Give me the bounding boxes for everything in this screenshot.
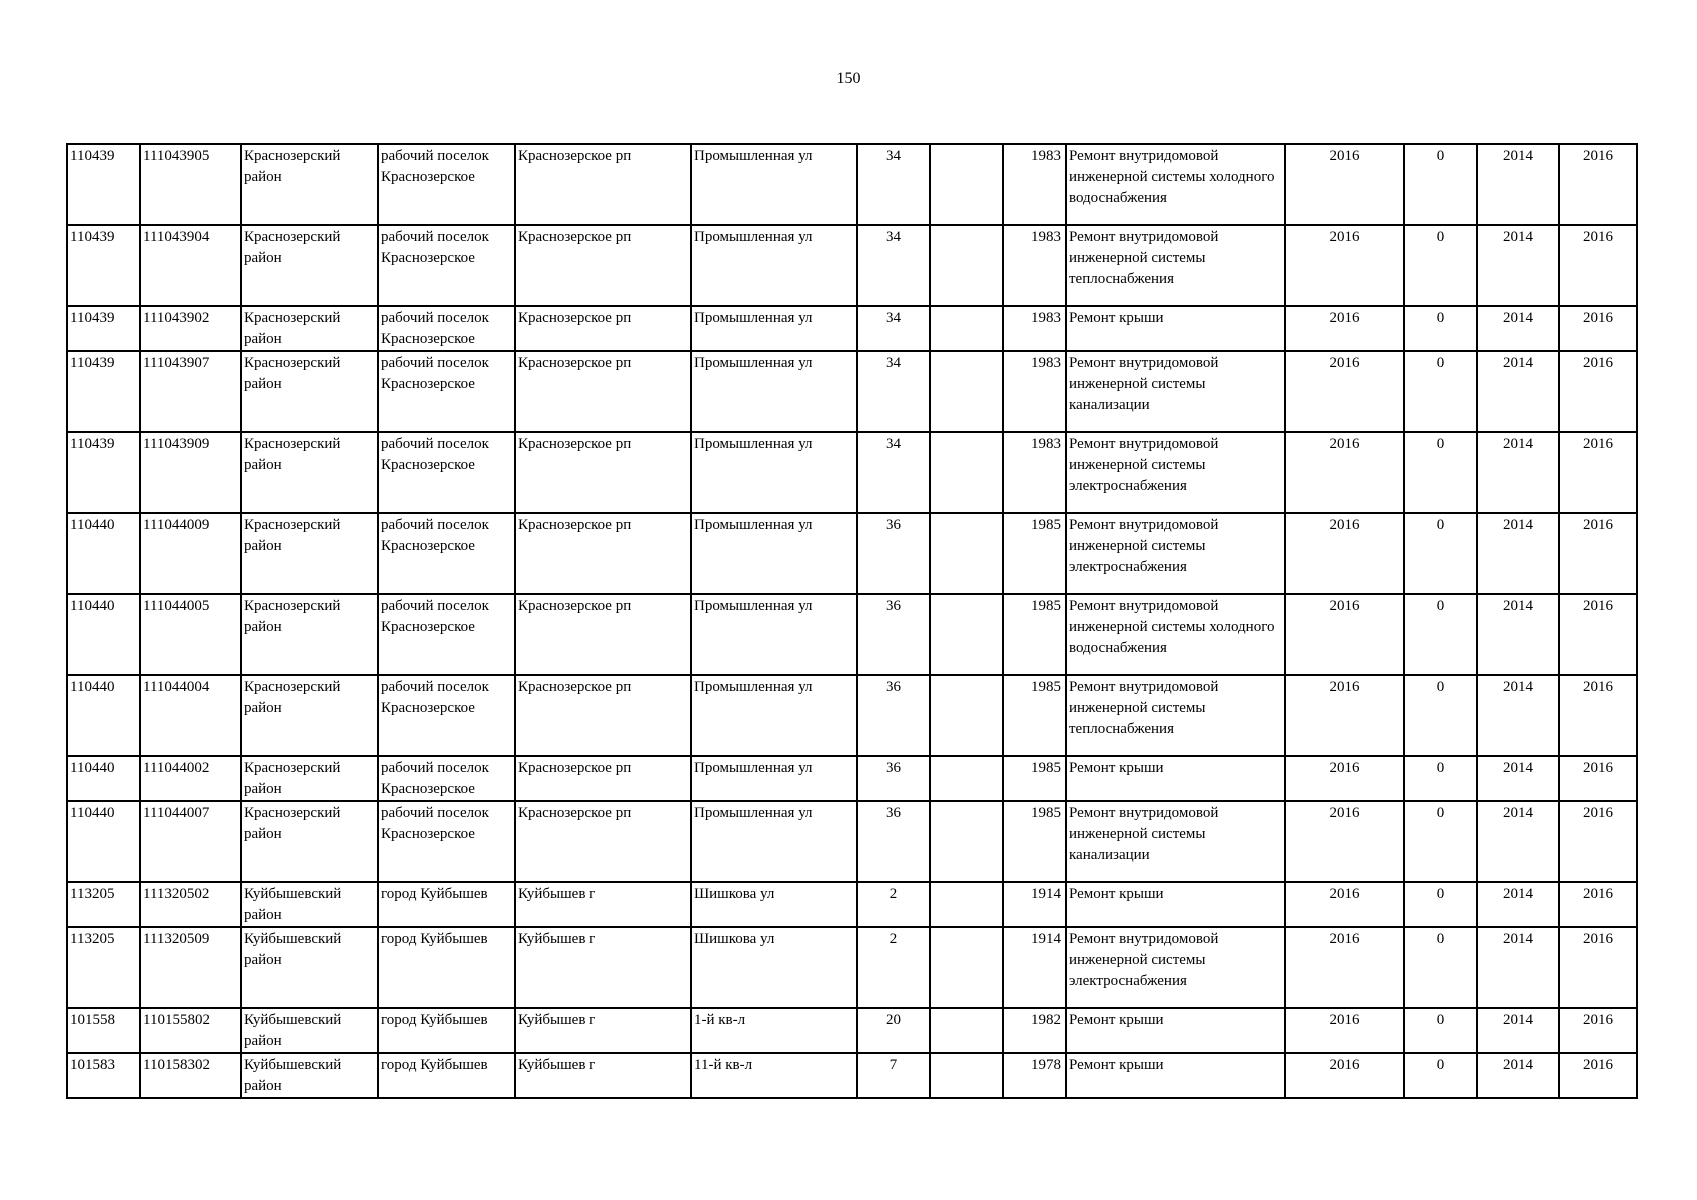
house-number-cell: 36 — [857, 801, 930, 882]
house-number-cell: 36 — [857, 756, 930, 801]
street-cell: Шишкова ул — [691, 882, 857, 927]
settlement-cell: город Куйбышев — [378, 1008, 515, 1053]
street-cell: Промышленная ул — [691, 594, 857, 675]
object-id-cell: 110439 — [67, 351, 140, 432]
street-cell: Промышленная ул — [691, 144, 857, 225]
plan-year-cell: 2016 — [1285, 225, 1404, 306]
plan-year-cell: 2016 — [1285, 1008, 1404, 1053]
building-cell — [930, 306, 1003, 351]
plan-year-cell: 2016 — [1285, 927, 1404, 1008]
object-id-cell: 110440 — [67, 801, 140, 882]
settlement-cell: город Куйбышев — [378, 1053, 515, 1098]
period-start-cell: 2014 — [1477, 801, 1559, 882]
street-cell: 11-й кв-л — [691, 1053, 857, 1098]
object-id-cell: 110440 — [67, 675, 140, 756]
work-id-cell: 110155802 — [140, 1008, 241, 1053]
object-id-cell: 101583 — [67, 1053, 140, 1098]
building-cell — [930, 927, 1003, 1008]
district-cell: Краснозерский район — [241, 594, 378, 675]
period-end-cell: 2016 — [1559, 594, 1637, 675]
object-id-cell: 113205 — [67, 882, 140, 927]
locality-cell: Краснозерское рп — [515, 144, 691, 225]
zero-value-cell: 0 — [1404, 225, 1477, 306]
object-id-cell: 110439 — [67, 225, 140, 306]
settlement-cell: рабочий поселок Краснозерское — [378, 144, 515, 225]
work-id-cell: 111320509 — [140, 927, 241, 1008]
year-built-cell: 1914 — [1003, 882, 1066, 927]
house-number-cell: 2 — [857, 927, 930, 1008]
plan-year-cell: 2016 — [1285, 432, 1404, 513]
building-cell — [930, 225, 1003, 306]
period-end-cell: 2016 — [1559, 1053, 1637, 1098]
locality-cell: Краснозерское рп — [515, 594, 691, 675]
year-built-cell: 1985 — [1003, 801, 1066, 882]
table-row — [67, 351, 1637, 432]
street-cell: Промышленная ул — [691, 675, 857, 756]
street-cell: Промышленная ул — [691, 801, 857, 882]
period-end-cell: 2016 — [1559, 225, 1637, 306]
district-cell: Куйбышевский район — [241, 1053, 378, 1098]
object-id-cell: 110439 — [67, 432, 140, 513]
locality-cell: Краснозерское рп — [515, 225, 691, 306]
year-built-cell: 1983 — [1003, 432, 1066, 513]
period-end-cell: 2016 — [1559, 306, 1637, 351]
table-row — [67, 882, 1637, 927]
plan-year-cell: 2016 — [1285, 351, 1404, 432]
building-cell — [930, 882, 1003, 927]
locality-cell: Краснозерское рп — [515, 432, 691, 513]
table-row — [67, 756, 1637, 801]
table-row — [67, 513, 1637, 594]
period-end-cell: 2016 — [1559, 882, 1637, 927]
work-type-cell: Ремонт крыши — [1066, 756, 1285, 801]
district-cell: Куйбышевский район — [241, 882, 378, 927]
street-cell: Промышленная ул — [691, 513, 857, 594]
year-built-cell: 1978 — [1003, 1053, 1066, 1098]
locality-cell: Краснозерское рп — [515, 306, 691, 351]
work-id-cell: 111044004 — [140, 675, 241, 756]
work-type-cell: Ремонт внутридомовой инженерной системы канализации — [1066, 801, 1285, 882]
house-number-cell: 2 — [857, 882, 930, 927]
street-cell: Промышленная ул — [691, 351, 857, 432]
district-cell: Куйбышевский район — [241, 927, 378, 1008]
period-start-cell: 2014 — [1477, 927, 1559, 1008]
settlement-cell: город Куйбышев — [378, 882, 515, 927]
street-cell: Промышленная ул — [691, 432, 857, 513]
locality-cell: Куйбышев г — [515, 927, 691, 1008]
period-start-cell: 2014 — [1477, 351, 1559, 432]
period-start-cell: 2014 — [1477, 1053, 1559, 1098]
settlement-cell: рабочий поселок Краснозерское — [378, 432, 515, 513]
plan-year-cell: 2016 — [1285, 675, 1404, 756]
plan-year-cell: 2016 — [1285, 756, 1404, 801]
period-end-cell: 2016 — [1559, 1008, 1637, 1053]
zero-value-cell: 0 — [1404, 513, 1477, 594]
table-row — [67, 306, 1637, 351]
work-type-cell: Ремонт внутридомовой инженерной системы электроснабжения — [1066, 927, 1285, 1008]
zero-value-cell: 0 — [1404, 144, 1477, 225]
building-cell — [930, 594, 1003, 675]
plan-year-cell: 2016 — [1285, 1053, 1404, 1098]
period-start-cell: 2014 — [1477, 432, 1559, 513]
street-cell: Шишкова ул — [691, 927, 857, 1008]
table-row — [67, 594, 1637, 675]
plan-year-cell: 2016 — [1285, 882, 1404, 927]
work-type-cell: Ремонт внутридомовой инженерной системы электроснабжения — [1066, 513, 1285, 594]
street-cell: Промышленная ул — [691, 306, 857, 351]
work-id-cell: 111043902 — [140, 306, 241, 351]
period-start-cell: 2014 — [1477, 225, 1559, 306]
work-type-cell: Ремонт внутридомовой инженерной системы теплоснабжения — [1066, 225, 1285, 306]
street-cell: Промышленная ул — [691, 225, 857, 306]
repair-register-table — [66, 143, 1638, 1099]
zero-value-cell: 0 — [1404, 306, 1477, 351]
zero-value-cell: 0 — [1404, 756, 1477, 801]
work-type-cell: Ремонт внутридомовой инженерной системы теплоснабжения — [1066, 675, 1285, 756]
settlement-cell: рабочий поселок Краснозерское — [378, 225, 515, 306]
year-built-cell: 1914 — [1003, 927, 1066, 1008]
work-type-cell: Ремонт внутридомовой инженерной системы холодного водоснабжения — [1066, 594, 1285, 675]
period-start-cell: 2014 — [1477, 144, 1559, 225]
building-cell — [930, 351, 1003, 432]
locality-cell: Краснозерское рп — [515, 756, 691, 801]
house-number-cell: 36 — [857, 513, 930, 594]
settlement-cell: рабочий поселок Краснозерское — [378, 675, 515, 756]
object-id-cell: 110440 — [67, 513, 140, 594]
work-id-cell: 111320502 — [140, 882, 241, 927]
house-number-cell: 34 — [857, 144, 930, 225]
district-cell: Краснозерский район — [241, 225, 378, 306]
table-row — [67, 801, 1637, 882]
plan-year-cell: 2016 — [1285, 513, 1404, 594]
zero-value-cell: 0 — [1404, 432, 1477, 513]
work-type-cell: Ремонт внутридомовой инженерной системы холодного водоснабжения — [1066, 144, 1285, 225]
building-cell — [930, 1008, 1003, 1053]
work-id-cell: 111043909 — [140, 432, 241, 513]
work-id-cell: 111044009 — [140, 513, 241, 594]
plan-year-cell: 2016 — [1285, 594, 1404, 675]
work-type-cell: Ремонт крыши — [1066, 882, 1285, 927]
settlement-cell: рабочий поселок Краснозерское — [378, 351, 515, 432]
settlement-cell: рабочий поселок Краснозерское — [378, 801, 515, 882]
zero-value-cell: 0 — [1404, 1008, 1477, 1053]
object-id-cell: 113205 — [67, 927, 140, 1008]
period-end-cell: 2016 — [1559, 675, 1637, 756]
house-number-cell: 34 — [857, 306, 930, 351]
district-cell: Краснозерский район — [241, 675, 378, 756]
table-row — [67, 927, 1637, 1008]
period-end-cell: 2016 — [1559, 432, 1637, 513]
table-row — [67, 225, 1637, 306]
house-number-cell: 36 — [857, 675, 930, 756]
street-cell: Промышленная ул — [691, 756, 857, 801]
building-cell — [930, 144, 1003, 225]
settlement-cell: рабочий поселок Краснозерское — [378, 513, 515, 594]
work-id-cell: 111043904 — [140, 225, 241, 306]
zero-value-cell: 0 — [1404, 351, 1477, 432]
object-id-cell: 110439 — [67, 144, 140, 225]
district-cell: Краснозерский район — [241, 756, 378, 801]
object-id-cell: 110439 — [67, 306, 140, 351]
building-cell — [930, 513, 1003, 594]
work-id-cell: 111044005 — [140, 594, 241, 675]
plan-year-cell: 2016 — [1285, 144, 1404, 225]
period-end-cell: 2016 — [1559, 144, 1637, 225]
year-built-cell: 1982 — [1003, 1008, 1066, 1053]
locality-cell: Краснозерское рп — [515, 351, 691, 432]
building-cell — [930, 1053, 1003, 1098]
period-start-cell: 2014 — [1477, 513, 1559, 594]
work-id-cell: 110158302 — [140, 1053, 241, 1098]
year-built-cell: 1983 — [1003, 225, 1066, 306]
period-start-cell: 2014 — [1477, 1008, 1559, 1053]
work-type-cell: Ремонт крыши — [1066, 1008, 1285, 1053]
period-end-cell: 2016 — [1559, 927, 1637, 1008]
period-start-cell: 2014 — [1477, 675, 1559, 756]
object-id-cell: 110440 — [67, 594, 140, 675]
district-cell: Куйбышевский район — [241, 1008, 378, 1053]
zero-value-cell: 0 — [1404, 675, 1477, 756]
settlement-cell: рабочий поселок Краснозерское — [378, 756, 515, 801]
page-number: 150 — [836, 70, 861, 87]
table-row — [67, 1053, 1637, 1098]
house-number-cell: 20 — [857, 1008, 930, 1053]
zero-value-cell: 0 — [1404, 1053, 1477, 1098]
year-built-cell: 1985 — [1003, 513, 1066, 594]
period-start-cell: 2014 — [1477, 594, 1559, 675]
house-number-cell: 36 — [857, 594, 930, 675]
work-id-cell: 111044002 — [140, 756, 241, 801]
table-row — [67, 144, 1637, 225]
work-type-cell: Ремонт крыши — [1066, 1053, 1285, 1098]
district-cell: Краснозерский район — [241, 801, 378, 882]
table-body — [67, 144, 1637, 1098]
year-built-cell: 1983 — [1003, 306, 1066, 351]
year-built-cell: 1985 — [1003, 756, 1066, 801]
plan-year-cell: 2016 — [1285, 801, 1404, 882]
object-id-cell: 110440 — [67, 756, 140, 801]
table-row — [67, 1008, 1637, 1053]
object-id-cell: 101558 — [67, 1008, 140, 1053]
period-end-cell: 2016 — [1559, 513, 1637, 594]
work-id-cell: 111043907 — [140, 351, 241, 432]
period-start-cell: 2014 — [1477, 882, 1559, 927]
work-id-cell: 111043905 — [140, 144, 241, 225]
year-built-cell: 1983 — [1003, 144, 1066, 225]
table-row — [67, 432, 1637, 513]
locality-cell: Куйбышев г — [515, 882, 691, 927]
district-cell: Краснозерский район — [241, 144, 378, 225]
year-built-cell: 1985 — [1003, 594, 1066, 675]
house-number-cell: 34 — [857, 225, 930, 306]
table-row — [67, 675, 1637, 756]
period-end-cell: 2016 — [1559, 801, 1637, 882]
house-number-cell: 34 — [857, 351, 930, 432]
settlement-cell: рабочий поселок Краснозерское — [378, 306, 515, 351]
settlement-cell: рабочий поселок Краснозерское — [378, 594, 515, 675]
zero-value-cell: 0 — [1404, 594, 1477, 675]
building-cell — [930, 675, 1003, 756]
zero-value-cell: 0 — [1404, 927, 1477, 1008]
period-start-cell: 2014 — [1477, 756, 1559, 801]
locality-cell: Куйбышев г — [515, 1008, 691, 1053]
work-id-cell: 111044007 — [140, 801, 241, 882]
house-number-cell: 34 — [857, 432, 930, 513]
building-cell — [930, 801, 1003, 882]
work-type-cell: Ремонт крыши — [1066, 306, 1285, 351]
zero-value-cell: 0 — [1404, 882, 1477, 927]
building-cell — [930, 756, 1003, 801]
street-cell: 1-й кв-л — [691, 1008, 857, 1053]
house-number-cell: 7 — [857, 1053, 930, 1098]
district-cell: Краснозерский район — [241, 513, 378, 594]
district-cell: Краснозерский район — [241, 306, 378, 351]
work-type-cell: Ремонт внутридомовой инженерной системы канализации — [1066, 351, 1285, 432]
zero-value-cell: 0 — [1404, 801, 1477, 882]
building-cell — [930, 432, 1003, 513]
locality-cell: Краснозерское рп — [515, 513, 691, 594]
period-start-cell: 2014 — [1477, 306, 1559, 351]
district-cell: Краснозерский район — [241, 432, 378, 513]
district-cell: Краснозерский район — [241, 351, 378, 432]
locality-cell: Куйбышев г — [515, 1053, 691, 1098]
work-type-cell: Ремонт внутридомовой инженерной системы электроснабжения — [1066, 432, 1285, 513]
year-built-cell: 1985 — [1003, 675, 1066, 756]
period-end-cell: 2016 — [1559, 756, 1637, 801]
plan-year-cell: 2016 — [1285, 306, 1404, 351]
locality-cell: Краснозерское рп — [515, 675, 691, 756]
period-end-cell: 2016 — [1559, 351, 1637, 432]
locality-cell: Краснозерское рп — [515, 801, 691, 882]
settlement-cell: город Куйбышев — [378, 927, 515, 1008]
year-built-cell: 1983 — [1003, 351, 1066, 432]
